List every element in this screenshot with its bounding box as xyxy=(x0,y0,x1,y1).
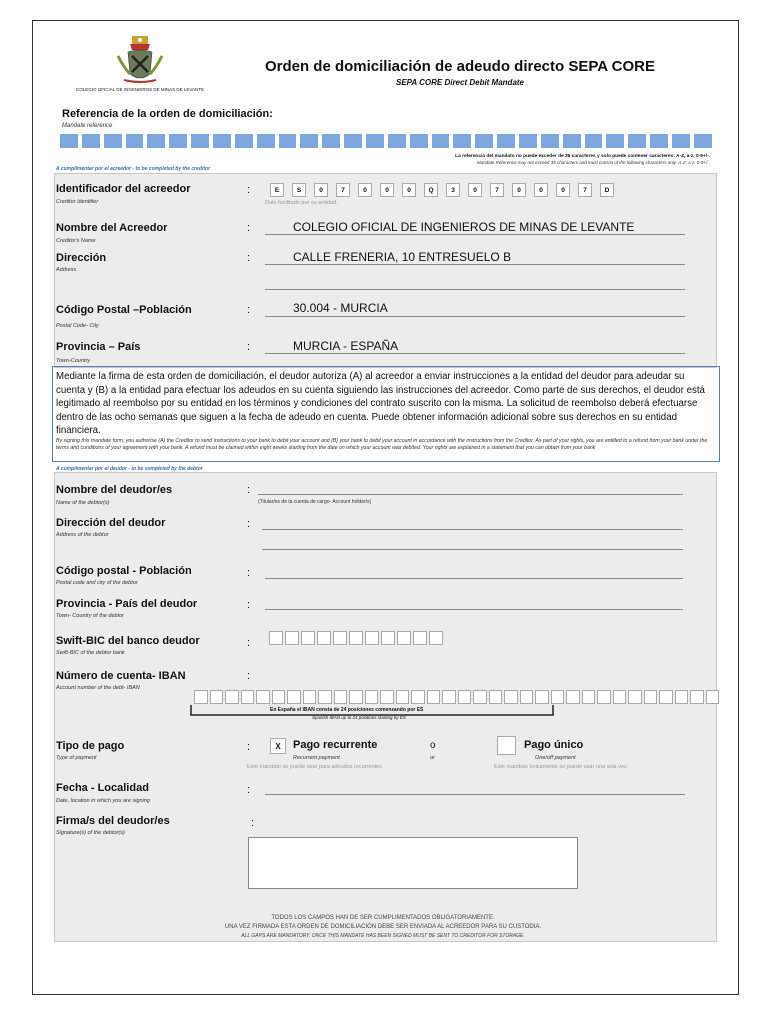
reference-char-box[interactable] xyxy=(672,134,690,148)
swift-char-box[interactable] xyxy=(269,631,283,645)
footer-line-3: ALL GAPS ARE MANDATORY. ONCE THIS MANDATE HAS BEEN SIGNED MUST BE SENT TO CREDITOR FOR STORAGE. xyxy=(241,933,525,939)
creditor-id-char: 0 xyxy=(512,183,526,197)
debtor-postal-label: Código postal - Población xyxy=(56,565,192,577)
iban-char-box[interactable] xyxy=(473,690,487,704)
iban-char-box[interactable] xyxy=(613,690,627,704)
recurrent-payment-label-en: Recurrent payment xyxy=(293,755,340,761)
recurrent-payment-checkbox[interactable]: X xyxy=(270,738,286,754)
creditor-id-char: 0 xyxy=(314,183,328,197)
reference-char-box[interactable] xyxy=(650,134,668,148)
swift-char-box[interactable] xyxy=(413,631,427,645)
iban-char-box[interactable] xyxy=(256,690,270,704)
underline xyxy=(265,289,685,290)
creditor-id-char: 0 xyxy=(534,183,548,197)
payment-type-label: Tipo de pago xyxy=(56,740,125,752)
or-es: o xyxy=(430,740,436,751)
reference-char-box[interactable] xyxy=(563,134,581,148)
iban-char-box[interactable] xyxy=(597,690,611,704)
reference-char-box[interactable] xyxy=(585,134,603,148)
creditor-province-label: Provincia – País xyxy=(56,341,141,353)
iban-char-box[interactable] xyxy=(334,690,348,704)
creditor-postal-label: Código Postal –Población xyxy=(56,304,192,316)
iban-char-box[interactable] xyxy=(535,690,549,704)
creditor-id-char: D xyxy=(600,183,614,197)
iban-char-box[interactable] xyxy=(287,690,301,704)
creditor-id-char: 0 xyxy=(402,183,416,197)
reference-char-box[interactable] xyxy=(82,134,100,148)
debtor-name-label-en: Name of the debtor(s) xyxy=(56,500,110,506)
colon: : xyxy=(247,599,251,611)
iban-char-box[interactable] xyxy=(194,690,208,704)
colon: : xyxy=(247,518,251,530)
form-subtitle: SEPA CORE Direct Debit Mandate xyxy=(395,78,525,87)
payment-type-label-en: Type of payment xyxy=(56,755,97,761)
debtor-name-hint: (Titular/es de la cuenta de cargo- Account holder/s) xyxy=(258,499,372,505)
iban-char-box[interactable] xyxy=(520,690,534,704)
creditor-name-value: COLEGIO OFICIAL DE INGENIEROS DE MINAS DE LEVANTE xyxy=(293,220,635,234)
iban-char-box[interactable] xyxy=(241,690,255,704)
reference-char-box[interactable] xyxy=(519,134,537,148)
iban-char-box[interactable] xyxy=(675,690,689,704)
reference-char-box[interactable] xyxy=(300,134,318,148)
reference-note-es: La referencia del mandato no puede exceder de 35 caracteres y solo puede contener caracteres: A-Z, a-z, 0-9+/-. xyxy=(455,154,710,159)
signature-label-en: Signature(s) of the debtor(s) xyxy=(56,830,125,836)
reference-char-box[interactable] xyxy=(541,134,559,148)
single-payment-label-en: One/off payment xyxy=(535,755,576,761)
swift-label-en: Swift-BIC of the debtor bank xyxy=(56,650,125,656)
debtor-address-input-2[interactable] xyxy=(262,549,683,550)
debtor-province-label: Provincia - País del deudor xyxy=(56,598,198,610)
underline xyxy=(265,316,685,317)
iban-char-box[interactable] xyxy=(349,690,363,704)
swift-char-box[interactable] xyxy=(285,631,299,645)
college-crest-logo xyxy=(110,34,170,86)
single-payment-note: Este mandato únicamente se puede usar una sola vez xyxy=(494,764,627,770)
iban-char-box[interactable] xyxy=(411,690,425,704)
swift-char-box[interactable] xyxy=(429,631,443,645)
colon: : xyxy=(251,817,255,829)
reference-char-box[interactable] xyxy=(410,134,428,148)
creditor-id-char: E xyxy=(270,183,284,197)
underline xyxy=(265,264,685,265)
iban-char-box[interactable] xyxy=(644,690,658,704)
iban-note-es: En España el IBAN consta de 24 posiciones comenzando por ES xyxy=(270,707,424,713)
colon: : xyxy=(247,741,251,753)
reference-char-box[interactable] xyxy=(213,134,231,148)
date-location-label: Fecha - Localidad xyxy=(56,782,149,794)
reference-char-box[interactable] xyxy=(606,134,624,148)
colon: : xyxy=(247,670,251,682)
debtor-address-input[interactable] xyxy=(262,529,683,530)
iban-char-box[interactable] xyxy=(551,690,565,704)
creditor-province-label-en: Town-Country xyxy=(56,358,91,364)
reference-char-box[interactable] xyxy=(235,134,253,148)
creditor-id-label-en: Creditor Identifier xyxy=(56,199,99,205)
iban-char-box[interactable] xyxy=(442,690,456,704)
debtor-name-input[interactable] xyxy=(258,494,683,495)
mandate-reference-input[interactable] xyxy=(60,134,712,148)
iban-label: Número de cuenta- IBAN xyxy=(56,670,186,682)
reference-char-box[interactable] xyxy=(344,134,362,148)
creditor-id-char: 3 xyxy=(446,183,460,197)
iban-char-box[interactable] xyxy=(318,690,332,704)
iban-char-box[interactable] xyxy=(504,690,518,704)
creditor-id-char: 0 xyxy=(468,183,482,197)
iban-char-box[interactable] xyxy=(706,690,720,704)
reference-char-box[interactable] xyxy=(279,134,297,148)
colon: : xyxy=(247,484,251,496)
creditor-id-char: 7 xyxy=(490,183,504,197)
colon: : xyxy=(247,637,251,649)
colon: : xyxy=(247,304,251,316)
underline xyxy=(265,234,685,235)
creditor-postal-value: 30.004 - MURCIA xyxy=(293,301,388,315)
creditor-name-label-en: Creditor's Name xyxy=(56,238,96,244)
reference-char-box[interactable] xyxy=(126,134,144,148)
debtor-province-label-en: Town- Country of the debtor xyxy=(56,613,124,619)
swift-char-box[interactable] xyxy=(349,631,363,645)
debtor-postal-label-en: Postal code and city of the debtor xyxy=(56,580,138,586)
swift-char-box[interactable] xyxy=(333,631,347,645)
reference-char-box[interactable] xyxy=(322,134,340,148)
debtor-postal-input[interactable] xyxy=(265,578,683,579)
reference-char-box[interactable] xyxy=(60,134,78,148)
colon: : xyxy=(247,184,251,196)
form-title: Orden de domiciliación de adeudo directo SEPA CORE xyxy=(264,58,656,75)
iban-char-box[interactable] xyxy=(210,690,224,704)
debtor-address-label: Dirección del deudor xyxy=(56,517,166,529)
reference-char-box[interactable] xyxy=(257,134,275,148)
reference-char-box[interactable] xyxy=(497,134,515,148)
iban-char-box[interactable] xyxy=(365,690,379,704)
creditor-id-char: S xyxy=(292,183,306,197)
iban-char-box[interactable] xyxy=(690,690,704,704)
reference-char-box[interactable] xyxy=(475,134,493,148)
reference-char-box[interactable] xyxy=(104,134,122,148)
iban-char-box[interactable] xyxy=(659,690,673,704)
iban-char-box[interactable] xyxy=(303,690,317,704)
colon: : xyxy=(247,222,251,234)
creditor-id-label: Identificador del acreedor xyxy=(56,183,191,195)
colon: : xyxy=(247,784,251,796)
creditor-id-char: 7 xyxy=(578,183,592,197)
underline xyxy=(265,353,685,354)
signature-label: Firma/s del deudor/es xyxy=(56,815,170,827)
iban-char-box[interactable] xyxy=(427,690,441,704)
creditor-province-value: MURCIA - ESPAÑA xyxy=(293,339,399,353)
or-en: or xyxy=(430,755,435,761)
iban-char-box[interactable] xyxy=(380,690,394,704)
recurrent-payment-note: Este mandato se puede usar para adeudos recurrentes xyxy=(247,764,382,770)
iban-char-box[interactable] xyxy=(458,690,472,704)
creditor-address-value: CALLE FRENERIA, 10 ENTRESUELO B xyxy=(293,250,512,264)
iban-char-box[interactable] xyxy=(566,690,580,704)
reference-note-en: Mandate Reference may not exceed 35 characters and must consist of the following characters only: A-Z, a-z, 0-9+/-. xyxy=(476,160,710,165)
creditor-postal-label-en: Postal Code- City xyxy=(56,323,99,329)
reference-char-box[interactable] xyxy=(628,134,646,148)
creditor-id-char: 0 xyxy=(380,183,394,197)
creditor-id-char: 7 xyxy=(336,183,350,197)
colon: : xyxy=(247,341,251,353)
iban-char-box[interactable] xyxy=(582,690,596,704)
swift-char-box[interactable] xyxy=(317,631,331,645)
reference-label-en: Mandate reference xyxy=(62,123,113,129)
creditor-name-label: Nombre del Acreedor xyxy=(56,222,168,234)
swift-char-box[interactable] xyxy=(397,631,411,645)
reference-label: Referencia de la orden de domiciliación: xyxy=(62,108,273,120)
mandate-text-es: Mediante la firma de esta orden de domiciliación, el deudor autoriza (A) al acreedor a enviar instrucciones a la entidad del deudor para adeudar su cuenta y (B) a la entidad para efectuar los adeudos en su cuenta siguiendo las instrucciones del acreedor. Como parte de sus derechos, el deudor está legitimado al reembolso por su entidad en los términos y condiciones del contrato suscrito con la misma. La solicitud de reembolso deberá efectuarse dentro de las ocho semanas que siguen a la fecha de adeudo en cuenta. Puede obtener información adicional sobre sus derechos en su entidad financiera. xyxy=(56,371,705,436)
debtor-section-caption: A cumplimentar por el deudor - to be completed by the debtor xyxy=(56,466,203,472)
creditor-section-caption: A cumplimentar por el acreedor - to be completed by the creditor xyxy=(56,166,211,172)
iban-char-box[interactable] xyxy=(225,690,239,704)
creditor-address-label-en: Address xyxy=(56,267,77,273)
swift-label: Swift-BIC del banco deudor xyxy=(56,635,200,647)
iban-char-box[interactable] xyxy=(628,690,642,704)
reference-char-box[interactable] xyxy=(147,134,165,148)
reference-char-box[interactable] xyxy=(169,134,187,148)
single-payment-checkbox[interactable] xyxy=(497,736,516,755)
date-location-input[interactable] xyxy=(265,794,685,795)
single-payment-label: Pago único xyxy=(524,739,584,751)
reference-char-box[interactable] xyxy=(432,134,450,148)
reference-char-box[interactable] xyxy=(191,134,209,148)
debtor-province-input[interactable] xyxy=(265,609,683,610)
signature-box[interactable] xyxy=(248,837,578,889)
creditor-id-hint: Dato facilitado por su entidad. xyxy=(265,200,338,206)
colon: : xyxy=(247,567,251,579)
reference-char-box[interactable] xyxy=(694,134,712,148)
creditor-id-char: Q xyxy=(424,183,438,197)
iban-char-box[interactable] xyxy=(396,690,410,704)
iban-note-en: Spanish IBAN up to 24 positions starting by ES xyxy=(312,715,406,720)
iban-char-box[interactable] xyxy=(272,690,286,704)
mandate-text-en: By signing this mandate form, you authorise (A) the Creditor to send instructions to your bank to debit your account and (B) your bank to debit your account in accordance with the instructions from the Creditor. As part of your rights, you are entitled to a refund from your bank under the terms and conditions of your agreement with your bank. A refund must be claimed within eight weeks starting from the date on which your account was debited. Your rights are explained in a statement that you can obtain from your bank xyxy=(56,438,708,452)
reference-char-box[interactable] xyxy=(366,134,384,148)
debtor-name-label: Nombre del deudor/es xyxy=(56,484,173,496)
creditor-address-label: Dirección xyxy=(56,252,107,264)
footer-line-1: TODOS LOS CAMPOS HAN DE SER CUMPLIMENTADOS OBLIGATORIAMENTE. xyxy=(271,915,495,921)
reference-char-box[interactable] xyxy=(388,134,406,148)
colon: : xyxy=(247,252,251,264)
reference-char-box[interactable] xyxy=(453,134,471,148)
creditor-id-char: 0 xyxy=(556,183,570,197)
swift-char-box[interactable] xyxy=(381,631,395,645)
date-location-label-en: Date, location in which you are signing xyxy=(56,798,150,804)
iban-label-en: Account number of the debt- IBAN xyxy=(56,685,140,691)
swift-char-box[interactable] xyxy=(365,631,379,645)
footer-line-2: UNA VEZ FIRMADA ESTA ORDEN DE DOMICILIACIÓN DEBE SER ENVIADA AL ACREEDOR PARA SU CUSTODIA. xyxy=(224,924,542,930)
debtor-address-label-en: Address of the debtor xyxy=(56,532,109,538)
recurrent-payment-label: Pago recurrente xyxy=(293,739,378,751)
swift-char-box[interactable] xyxy=(301,631,315,645)
creditor-id-char: 0 xyxy=(358,183,372,197)
iban-char-box[interactable] xyxy=(489,690,503,704)
college-name: COLEGIO OFICIAL DE INGENIEROS DE MINAS DE LEVANTE xyxy=(75,87,205,92)
